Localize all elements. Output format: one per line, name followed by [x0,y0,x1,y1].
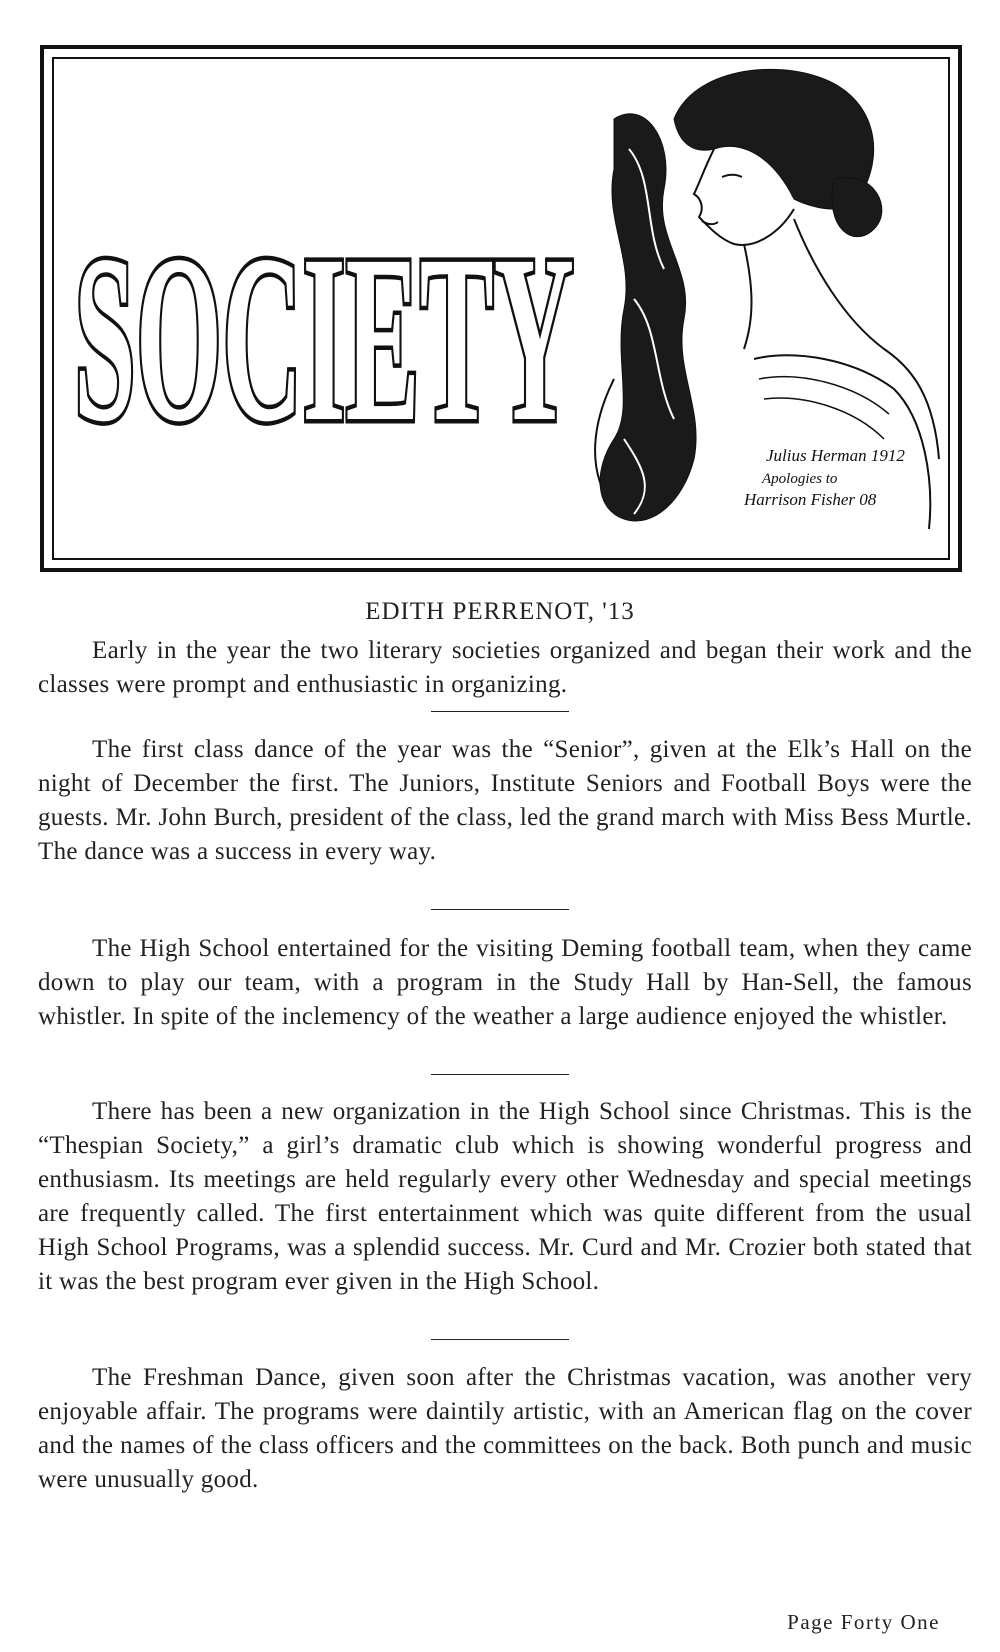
paragraph-3-block [38,932,972,1034]
author-byline: EDITH PERRENOT, '13 [365,598,635,625]
society-title: SOCIETY [74,205,574,471]
paragraph: The High School entertained for the visiting Deming football team, when they came down to play our team, with a program in the Study Hall by Han-Sell, the famous whistler. In spite of the inclemency of the weather a large audience enjoyed the whistler. [38,935,972,1030]
section-divider [431,909,569,910]
section-divider [431,1339,569,1340]
section-divider [431,711,569,712]
header-art [54,59,948,558]
page-number: Page Forty One [787,1610,940,1634]
section-divider [431,1074,569,1075]
paragraph-2-block [38,733,972,869]
svg-text:Julius Herman 1912: Julius Herman 1912 [766,446,905,465]
paragraph: The first class dance of the year was the “Senior”, given at the Elk’s Hall on the night of December the first. The Juniors, Institute Seniors and Football Boys were the guests. Mr. John Burch, president of the class, led the grand march with Miss Bess Murtle. The dance was a success in every way. [38,736,972,865]
paragraph: The Freshman Dance, given soon after the Christmas vacation, was another very enjoyable affair. The programs were daintily artistic, with an American flag on the cover and the names of the class officers and the committees on the back. Both punch and music were unusually good. [38,1364,972,1493]
artist-signature [743,446,905,509]
svg-text:Harrison Fisher 08: Harrison Fisher 08 [744,490,877,509]
paragraph: Early in the year the two literary societies organized and began their work and the classes were prompt and enthusiastic in organizing. [38,637,972,698]
paragraph-1-block [38,634,972,702]
paragraph: There has been a new organization in the High School since Christmas. This is the “Thespian Society,” a girl’s dramatic club which is showing wonderful progress and enthusiasm. Its meetings are held regularly every other Wednesday and special meetings are frequently called. The first entertainment which was quite different from the usual High School Programs, was a splendid success. Mr. Curd and Mr. Crozier both stated that it was the best program ever given in the High School. [38,1098,972,1295]
header-illustration [52,57,950,560]
svg-text:Apologies to: Apologies to [762,471,838,487]
paragraph-5-block [38,1361,972,1497]
paragraph-4-block [38,1095,972,1299]
